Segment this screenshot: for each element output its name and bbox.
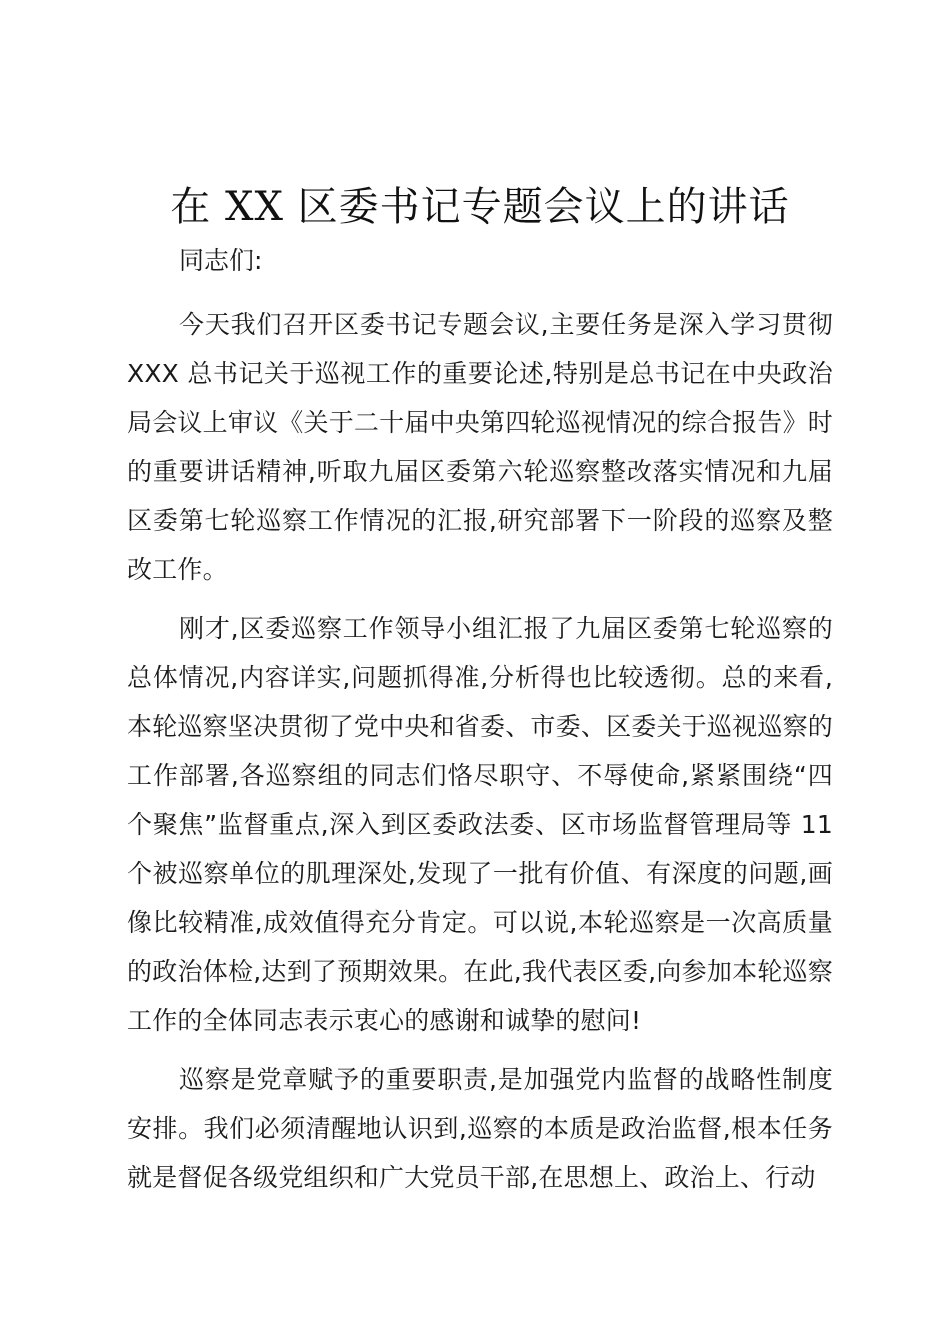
paragraph-1: 今天我们召开区委书记专题会议,主要任务是深入学习贯彻 XXX 总书记关于巡视工作的重要论述,特别是总书记在中央政治局会议上审议《关于二十届中央第四轮巡视情况的综合报告》时的重要讲话精神,听取九届区委第六轮巡察整改落实情况和九届区委第七轮巡察工作情况的汇报,研究部署下一阶段的巡察及整改工作。 bbox=[127, 310, 833, 584]
paragraph-2: 刚才,区委巡察工作领导小组汇报了九届区委第七轮巡察的总体情况,内容详实,问题抓得准,分析得也比较透彻。总的来看,本轮巡察坚决贯彻了党中央和省委、市委、区委关于巡视巡察的工作部署,各巡察组的同志们恪尽职守、不辱使命,紧紧围绕“四个聚焦”监督重点,深入到区委政法委、区市场监督管理局等 11 个被巡察单位的肌理深处,发现了一批有价值、有深度的问题,画像比较精准,成效值得充分肯定。可以说,本轮巡察是一次高质量的政治体检,达到了预期效果。在此,我代表区委,向参加本轮巡察工作的全体同志表示衷心的感谢和诚挚的慰问! bbox=[127, 614, 833, 1035]
document-body bbox=[127, 178, 833, 1202]
speech-title: 在 XX 区委书记专题会议上的讲话 bbox=[170, 184, 790, 230]
salutation: 同志们: bbox=[179, 246, 263, 275]
paragraph-3: 巡察是党章赋予的重要职责,是加强党内监督的战略性制度安排。我们必须清醒地认识到,巡察的本质是政治监督,根本任务就是督促各级党组织和广大党员干部,在思想上、政治上、行动 bbox=[127, 1065, 833, 1192]
